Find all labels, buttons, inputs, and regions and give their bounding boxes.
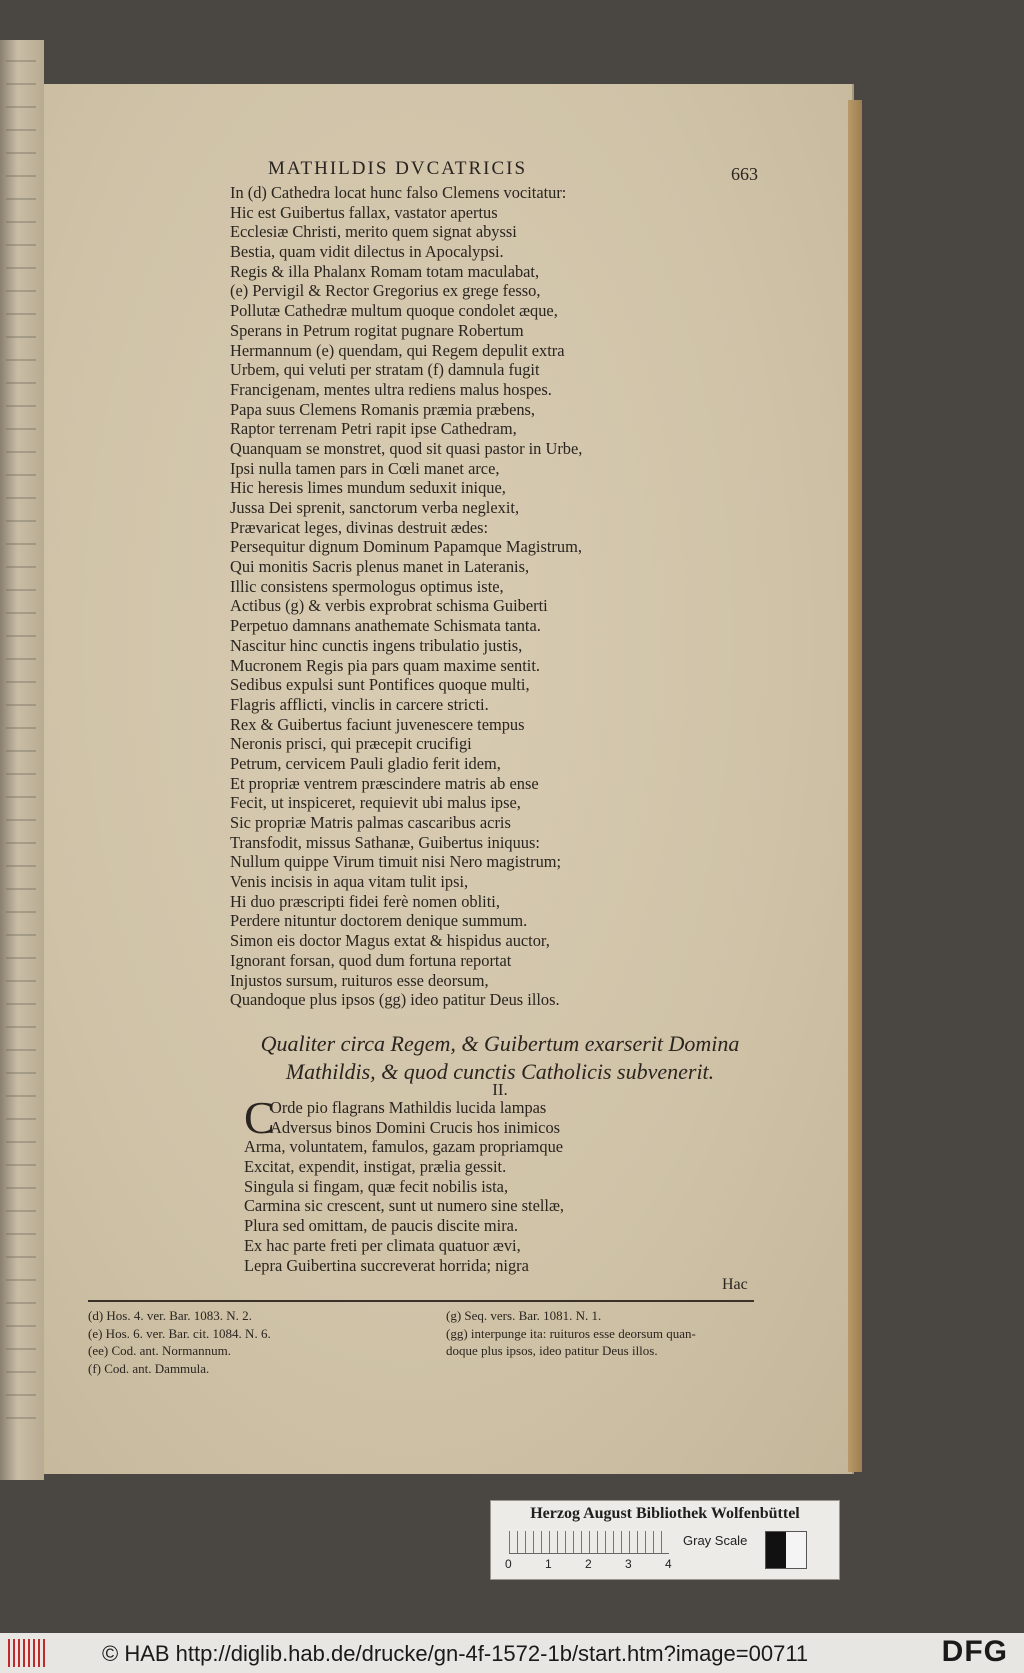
edge-stripe xyxy=(6,612,36,614)
verse-line: Persequitur dignum Dominum Papamque Magistrum, xyxy=(230,537,582,557)
verse-line: Ignorant forsan, quod dum fortuna reportat xyxy=(230,950,512,970)
edge-stripe xyxy=(6,1049,36,1051)
facing-page-edge xyxy=(0,40,44,1480)
verse-line: Mucronem Regis pia pars quam maxime sentit. xyxy=(230,655,540,675)
section-heading xyxy=(240,1030,760,1086)
footnotes-left xyxy=(88,1307,418,1377)
edge-stripe xyxy=(6,704,36,706)
page-number: 663 xyxy=(731,164,758,184)
copyright-url[interactable]: © HAB http://diglib.hab.de/drucke/gn-4f-1572-1b/start.htm?image=00711 xyxy=(102,1641,809,1666)
gray-scale-swatch xyxy=(765,1531,807,1569)
edge-stripe xyxy=(6,658,36,660)
edge-stripe xyxy=(6,1302,36,1304)
edge-stripe xyxy=(6,336,36,338)
footnote-line: (g) Seq. vers. Bar. 1081. N. 1. xyxy=(446,1308,602,1323)
verse-line: Papa suus Clemens Romanis præmia præbens, xyxy=(230,399,536,419)
ruler-tick: 4 xyxy=(665,1557,672,1571)
verse-line: Transfodit, missus Sathanæ, Guibertus iniquus: xyxy=(230,832,540,852)
verse-line: (e) Pervigil & Rector Gregorius ex grege fesso, xyxy=(230,281,541,301)
edge-stripe xyxy=(6,359,36,361)
verse-line: Quandoque plus ipsos (gg) ideo patitur Deus illos. xyxy=(230,990,560,1010)
verse-line: Excitat, expendit, instigat, prælia gessit. xyxy=(244,1157,507,1177)
verse-line: Francigenam, mentes ultra rediens malus hospes. xyxy=(230,379,552,399)
edge-stripe xyxy=(6,451,36,453)
edge-stripe xyxy=(6,1095,36,1097)
edge-stripe xyxy=(6,865,36,867)
edge-stripe xyxy=(6,290,36,292)
verse-line: Perdere nituntur doctorem denique summum. xyxy=(230,911,528,931)
hab-logo-icon xyxy=(8,1639,48,1667)
section-number: II. xyxy=(492,1080,508,1099)
edge-stripe xyxy=(6,1164,36,1166)
scale-ruler xyxy=(509,1531,669,1554)
edge-stripe xyxy=(6,566,36,568)
edge-stripe xyxy=(6,934,36,936)
edge-stripe xyxy=(6,635,36,637)
edge-stripe xyxy=(6,1417,36,1419)
footnotes-right xyxy=(446,1307,766,1360)
edge-stripe xyxy=(6,1118,36,1120)
verse-line: Pollutæ Cathedræ multum quoque condolet æque, xyxy=(230,301,558,321)
verse-line: Prævaricat leges, divinas destruit ædes: xyxy=(230,517,489,537)
footnote-line: (ee) Cod. ant. Normannum. xyxy=(88,1343,231,1358)
footnote-line: (e) Hos. 6. ver. Bar. cit. 1084. N. 6. xyxy=(88,1325,271,1341)
verse-line: Carmina sic crescent, sunt ut numero sine stellæ, xyxy=(244,1196,565,1216)
edge-stripe xyxy=(6,1348,36,1350)
verse-line: Actibus (g) & verbis exprobrat schisma Guiberti xyxy=(230,596,548,616)
verse-line: Urbem, qui veluti per stratam (f) damnula fugit xyxy=(230,360,540,380)
footnote-line: (f) Cod. ant. Dammula. xyxy=(88,1360,210,1376)
edge-stripe xyxy=(6,1003,36,1005)
edge-stripe xyxy=(6,1371,36,1373)
section-heading-line: Qualiter circa Regem, & Guibertum exarserit Domina xyxy=(260,1031,740,1056)
verse-line: Et propriæ ventrem præscindere matris ab ense xyxy=(230,773,539,793)
edge-stripe xyxy=(6,1210,36,1212)
edge-stripe xyxy=(6,819,36,821)
verse-line: Regis & illa Phalanx Romam totam maculabat, xyxy=(230,261,540,281)
footnote-line: (d) Hos. 4. ver. Bar. 1083. N. 2. xyxy=(88,1308,252,1323)
edge-stripe xyxy=(6,175,36,177)
verse-line: Ex hac parte freti per climata quatuor ævi, xyxy=(244,1235,521,1255)
verse-line: Bestia, quam vidit dilectus in Apocalypsi. xyxy=(230,242,504,262)
edge-stripe xyxy=(6,842,36,844)
edge-stripe xyxy=(6,497,36,499)
edge-stripe xyxy=(6,267,36,269)
running-head-title: MATHILDIS DVCATRICIS xyxy=(268,158,528,179)
edge-stripe xyxy=(6,980,36,982)
verse-line: Raptor terrenam Petri rapit ipse Cathedram, xyxy=(230,419,517,439)
verse-line: Ecclesiæ Christi, merito quem signat abyssi xyxy=(230,222,517,242)
edge-stripe xyxy=(6,796,36,798)
library-color-target xyxy=(490,1500,840,1580)
edge-stripe xyxy=(6,957,36,959)
edge-stripe xyxy=(6,888,36,890)
edge-stripe xyxy=(6,382,36,384)
edge-stripe xyxy=(6,83,36,85)
edge-stripe xyxy=(6,543,36,545)
verse-line: Orde pio flagrans Mathildis lucida lampas xyxy=(270,1098,547,1117)
verse-line: Nullum quippe Virum timuit nisi Nero magistrum; xyxy=(230,852,562,872)
verse-line: Sic propriæ Matris palmas cascaribus acris xyxy=(230,813,511,832)
edge-stripe xyxy=(6,1279,36,1281)
footer-bar xyxy=(0,1633,1024,1673)
drop-capital: C xyxy=(244,1092,275,1143)
catchword: Hac xyxy=(722,1276,748,1293)
edge-stripe xyxy=(6,244,36,246)
edge-stripe xyxy=(6,750,36,752)
edge-stripe xyxy=(6,106,36,108)
edge-stripe xyxy=(6,405,36,407)
ruler-tick: 2 xyxy=(585,1557,592,1571)
verse-line: Sedibus expulsi sunt Pontifices quoque multi, xyxy=(230,675,530,695)
verse-line: Ipsi nulla tamen pars in Cœli manet arce, xyxy=(230,458,500,478)
edge-stripe xyxy=(6,681,36,683)
verse-line: Qui monitis Sacris plenus manet in Lateranis, xyxy=(230,557,530,577)
edge-stripe xyxy=(6,1026,36,1028)
footnote-line: (gg) interpunge ita: ruituros esse deorsum quan- xyxy=(446,1325,696,1341)
verse-line: Rex & Guibertus faciunt juvenescere tempus xyxy=(230,714,525,734)
edge-stripe xyxy=(6,520,36,522)
edge-stripe xyxy=(6,773,36,775)
verse-line: Hi duo præscripti fidei ferè nomen obliti, xyxy=(230,891,500,911)
edge-stripe xyxy=(6,152,36,154)
edge-stripe xyxy=(6,198,36,200)
verse-line: Arma, voluntatem, famulos, gazam propriamque xyxy=(244,1137,564,1157)
edge-stripe xyxy=(6,1187,36,1189)
footnote-line: doque plus ipsos, ideo patitur Deus illos. xyxy=(446,1343,658,1358)
edge-stripe xyxy=(6,589,36,591)
edge-stripe xyxy=(6,221,36,223)
verse-line: Flagris afflicti, vinclis in carcere stricti. xyxy=(230,694,489,714)
edge-stripe xyxy=(6,129,36,131)
edge-stripe xyxy=(6,1233,36,1235)
edge-stripe xyxy=(6,1256,36,1258)
section-heading-line: Mathildis, & quod cunctis Catholicis subvenerit. xyxy=(285,1059,715,1084)
verse-line: Illic consistens spermologus optimus iste, xyxy=(230,576,504,596)
verse-line: Plura sed omittam, de paucis discite mira. xyxy=(244,1216,519,1236)
ruler-tick: 3 xyxy=(625,1557,632,1571)
verse-line: Hic heresis limes mundum seduxit inique, xyxy=(230,478,506,498)
verse-line: Sperans in Petrum rogitat pugnare Robertum xyxy=(230,320,524,340)
edge-stripe xyxy=(6,60,36,62)
edge-stripe xyxy=(6,1141,36,1143)
page-fore-edge xyxy=(848,100,862,1472)
edge-stripe xyxy=(6,1394,36,1396)
edge-stripe xyxy=(6,911,36,913)
verse-block-2 xyxy=(244,1092,804,1275)
ruler-tick: 0 xyxy=(505,1557,512,1571)
verse-line: Hermannum (e) quendam, qui Regem depulit extra xyxy=(230,340,565,360)
verse-block-1 xyxy=(230,183,790,1010)
verse-line: Petrum, cervicem Pauli gladio ferit idem, xyxy=(230,753,501,773)
verse-line: Injustos sursum, ruituros esse deorsum, xyxy=(230,970,489,990)
verse-line: Lepra Guibertina succreverat horrida; nigra xyxy=(244,1255,529,1275)
verse-line: Neronis prisci, qui præcepit crucifigi xyxy=(230,734,472,754)
edge-stripe xyxy=(6,474,36,476)
verse-line: Adversus binos Domini Crucis hos inimicos xyxy=(270,1117,561,1137)
verse-line: Venis incisis in aqua vitam tulit ipsi, xyxy=(230,872,469,892)
verse-line: Simon eis doctor Magus extat & hispidus auctor, xyxy=(230,931,550,951)
edge-stripe xyxy=(6,1072,36,1074)
verse-line: Quanquam se monstret, quod sit quasi pastor in Urbe, xyxy=(230,438,583,458)
edge-stripe xyxy=(6,428,36,430)
dfg-logo: DFG xyxy=(941,1635,1008,1668)
ruler-tick: 1 xyxy=(545,1557,552,1571)
verse-line: Jussa Dei sprenit, sanctorum verba neglexit, xyxy=(230,498,520,517)
verse-line: Perpetuo damnans anathemate Schismata tanta. xyxy=(230,616,541,636)
edge-stripe xyxy=(6,727,36,729)
footnote-rule xyxy=(88,1300,754,1302)
verse-line: Fecit, ut inspiceret, requievit ubi malus ipse, xyxy=(230,793,521,813)
verse-line: Hic est Guibertus fallax, vastator apertus xyxy=(230,202,498,222)
verse-line: Singula si fingam, quæ fecit nobilis ista, xyxy=(244,1176,509,1196)
gray-scale-label: Gray Scale xyxy=(683,1533,748,1548)
library-name: Herzog August Bibliothek Wolfenbüttel xyxy=(530,1505,800,1522)
verse-line: In (d) Cathedra locat hunc falso Clemens vocitatur: xyxy=(230,183,567,202)
edge-stripe xyxy=(6,313,36,315)
edge-stripe xyxy=(6,1325,36,1327)
verse-line: Nascitur hinc cunctis ingens tribulatio justis, xyxy=(230,635,523,655)
